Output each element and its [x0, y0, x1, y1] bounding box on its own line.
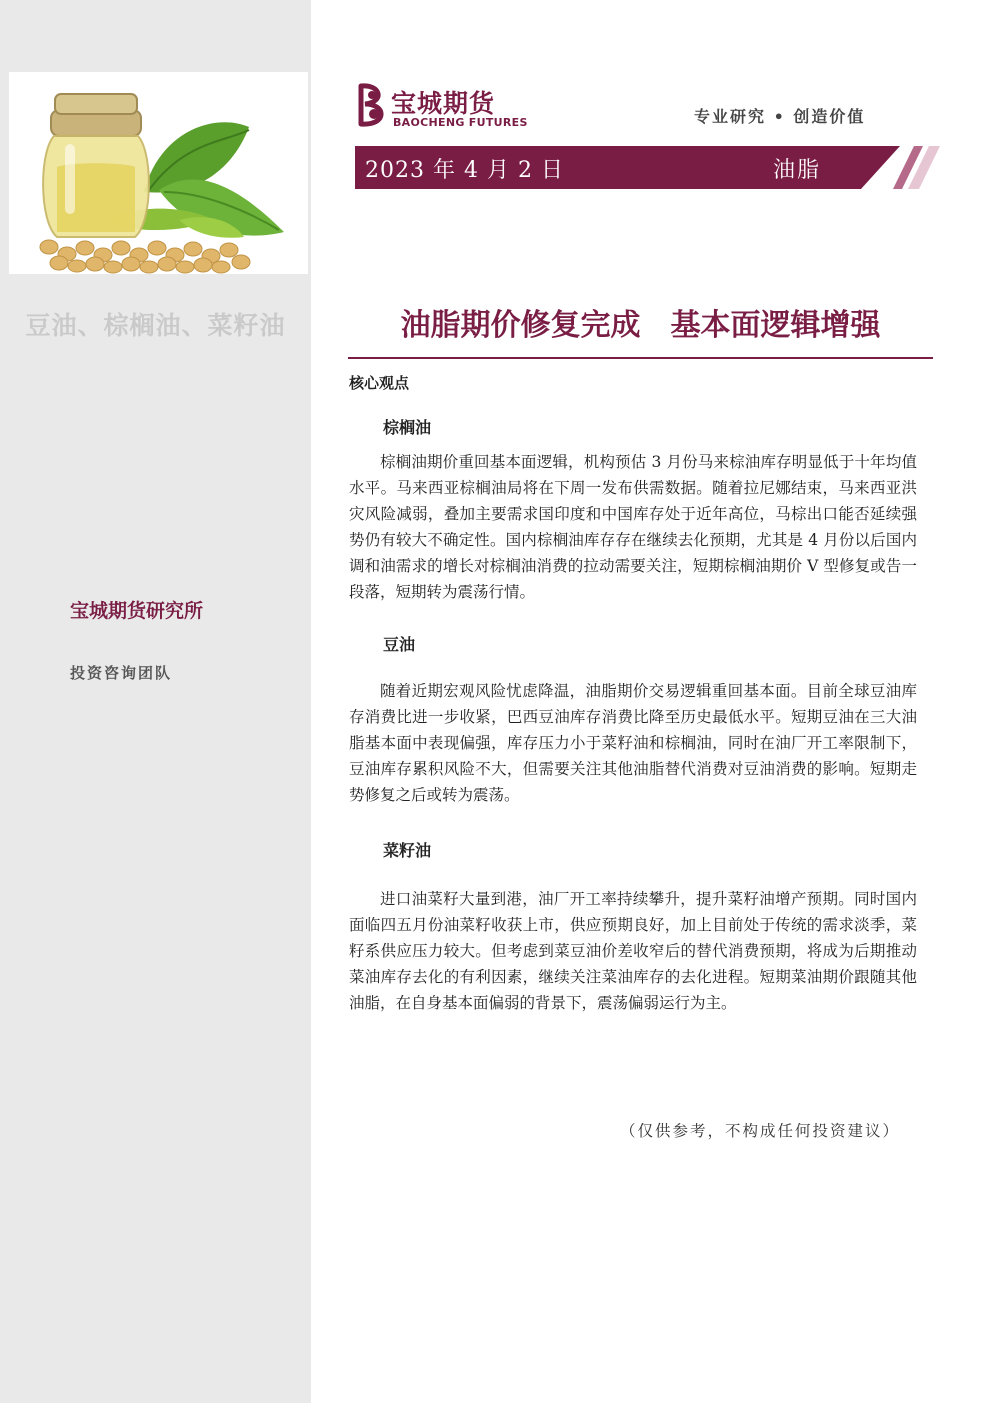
logo-chinese: 宝城期货: [391, 89, 496, 118]
section-body-soybean-oil: 随着近期宏观风险忧虑降温，油脂期价交易逻辑重回基本面。目前全球豆油库存消费比进一步收紧，巴西豆油库存消费比降至历史最低水平。短期豆油在三大油脂基本面中表现偏强，库存压力小于菜籽油和棕榈油，同时在油厂开工率限制下，豆油库存累积风险不大，但需要关注其他油脂替代消费对豆油消费的影响。短期走势修复之后或转为震荡。: [349, 682, 917, 804]
core-view-label: 核心观点: [349, 374, 410, 392]
logo-english: BAOCHENG FUTURES: [393, 116, 528, 129]
section-body-palm-oil: 棕榈油期价重回基本面逻辑，机构预估 3 月份马来棕油库存明显低于十年均值水平。马来西亚棕榈油局将在下周一发布供需数据。随着拉尼娜结束，马来西亚洪灾风险减弱，叠加主要需求国印度和中国库存处于近年高位，马棕出口能否延续强势仍有较大不确定性。国内棕榈油库存存在继续去化预期，尤其是 4 月份以后国内调和油需求的增长对棕榈油消费的拉动需要关注，短期棕榈油期价 V 型修复或告一段落，短期转为震荡行情。: [349, 453, 917, 601]
baocheng-logo-icon: [355, 82, 389, 128]
institute-name: 宝城期货研究所: [70, 600, 204, 622]
section-heading-soybean-oil: 豆油: [383, 635, 416, 654]
disclaimer: （仅供参考，不构成任何投资建议）: [620, 1122, 901, 1140]
sidebar-topic: 豆油、棕榈油、菜籽油: [25, 311, 286, 340]
date-banner: [355, 146, 940, 189]
oil-jar-soybeans-image: [9, 72, 308, 274]
hero-image: [9, 72, 308, 274]
report-category: 油脂: [773, 158, 822, 183]
report-title: 油脂期价修复完成 基本面逻辑增强: [400, 308, 881, 343]
sidebar: [0, 0, 311, 1403]
team-name: 投资咨询团队: [70, 664, 173, 682]
section-heading-rapeseed-oil: 菜籽油: [383, 841, 432, 860]
title-divider: [348, 357, 933, 359]
section-heading-palm-oil: 棕榈油: [383, 418, 432, 437]
section-body-rapeseed-oil: 进口油菜籽大量到港，油厂开工率持续攀升，提升菜籽油增产预期。同时国内面临四五月份油菜籽收获上市，供应预期良好，加上目前处于传统的需求淡季，菜籽系供应压力较大。但考虑到菜豆油价差收窄后的替代消费预期，将成为后期推动菜油库存去化的有利因素，继续关注菜油库存的去化进程。短期菜油期价跟随其他油脂，在自身基本面偏弱的背景下，震荡偏弱运行为主。: [349, 890, 917, 1012]
slogan: 专业研究 • 创造价值: [694, 107, 866, 126]
report-date: 2023 年 4 月 2 日: [365, 158, 564, 183]
company-logo: [355, 82, 528, 134]
